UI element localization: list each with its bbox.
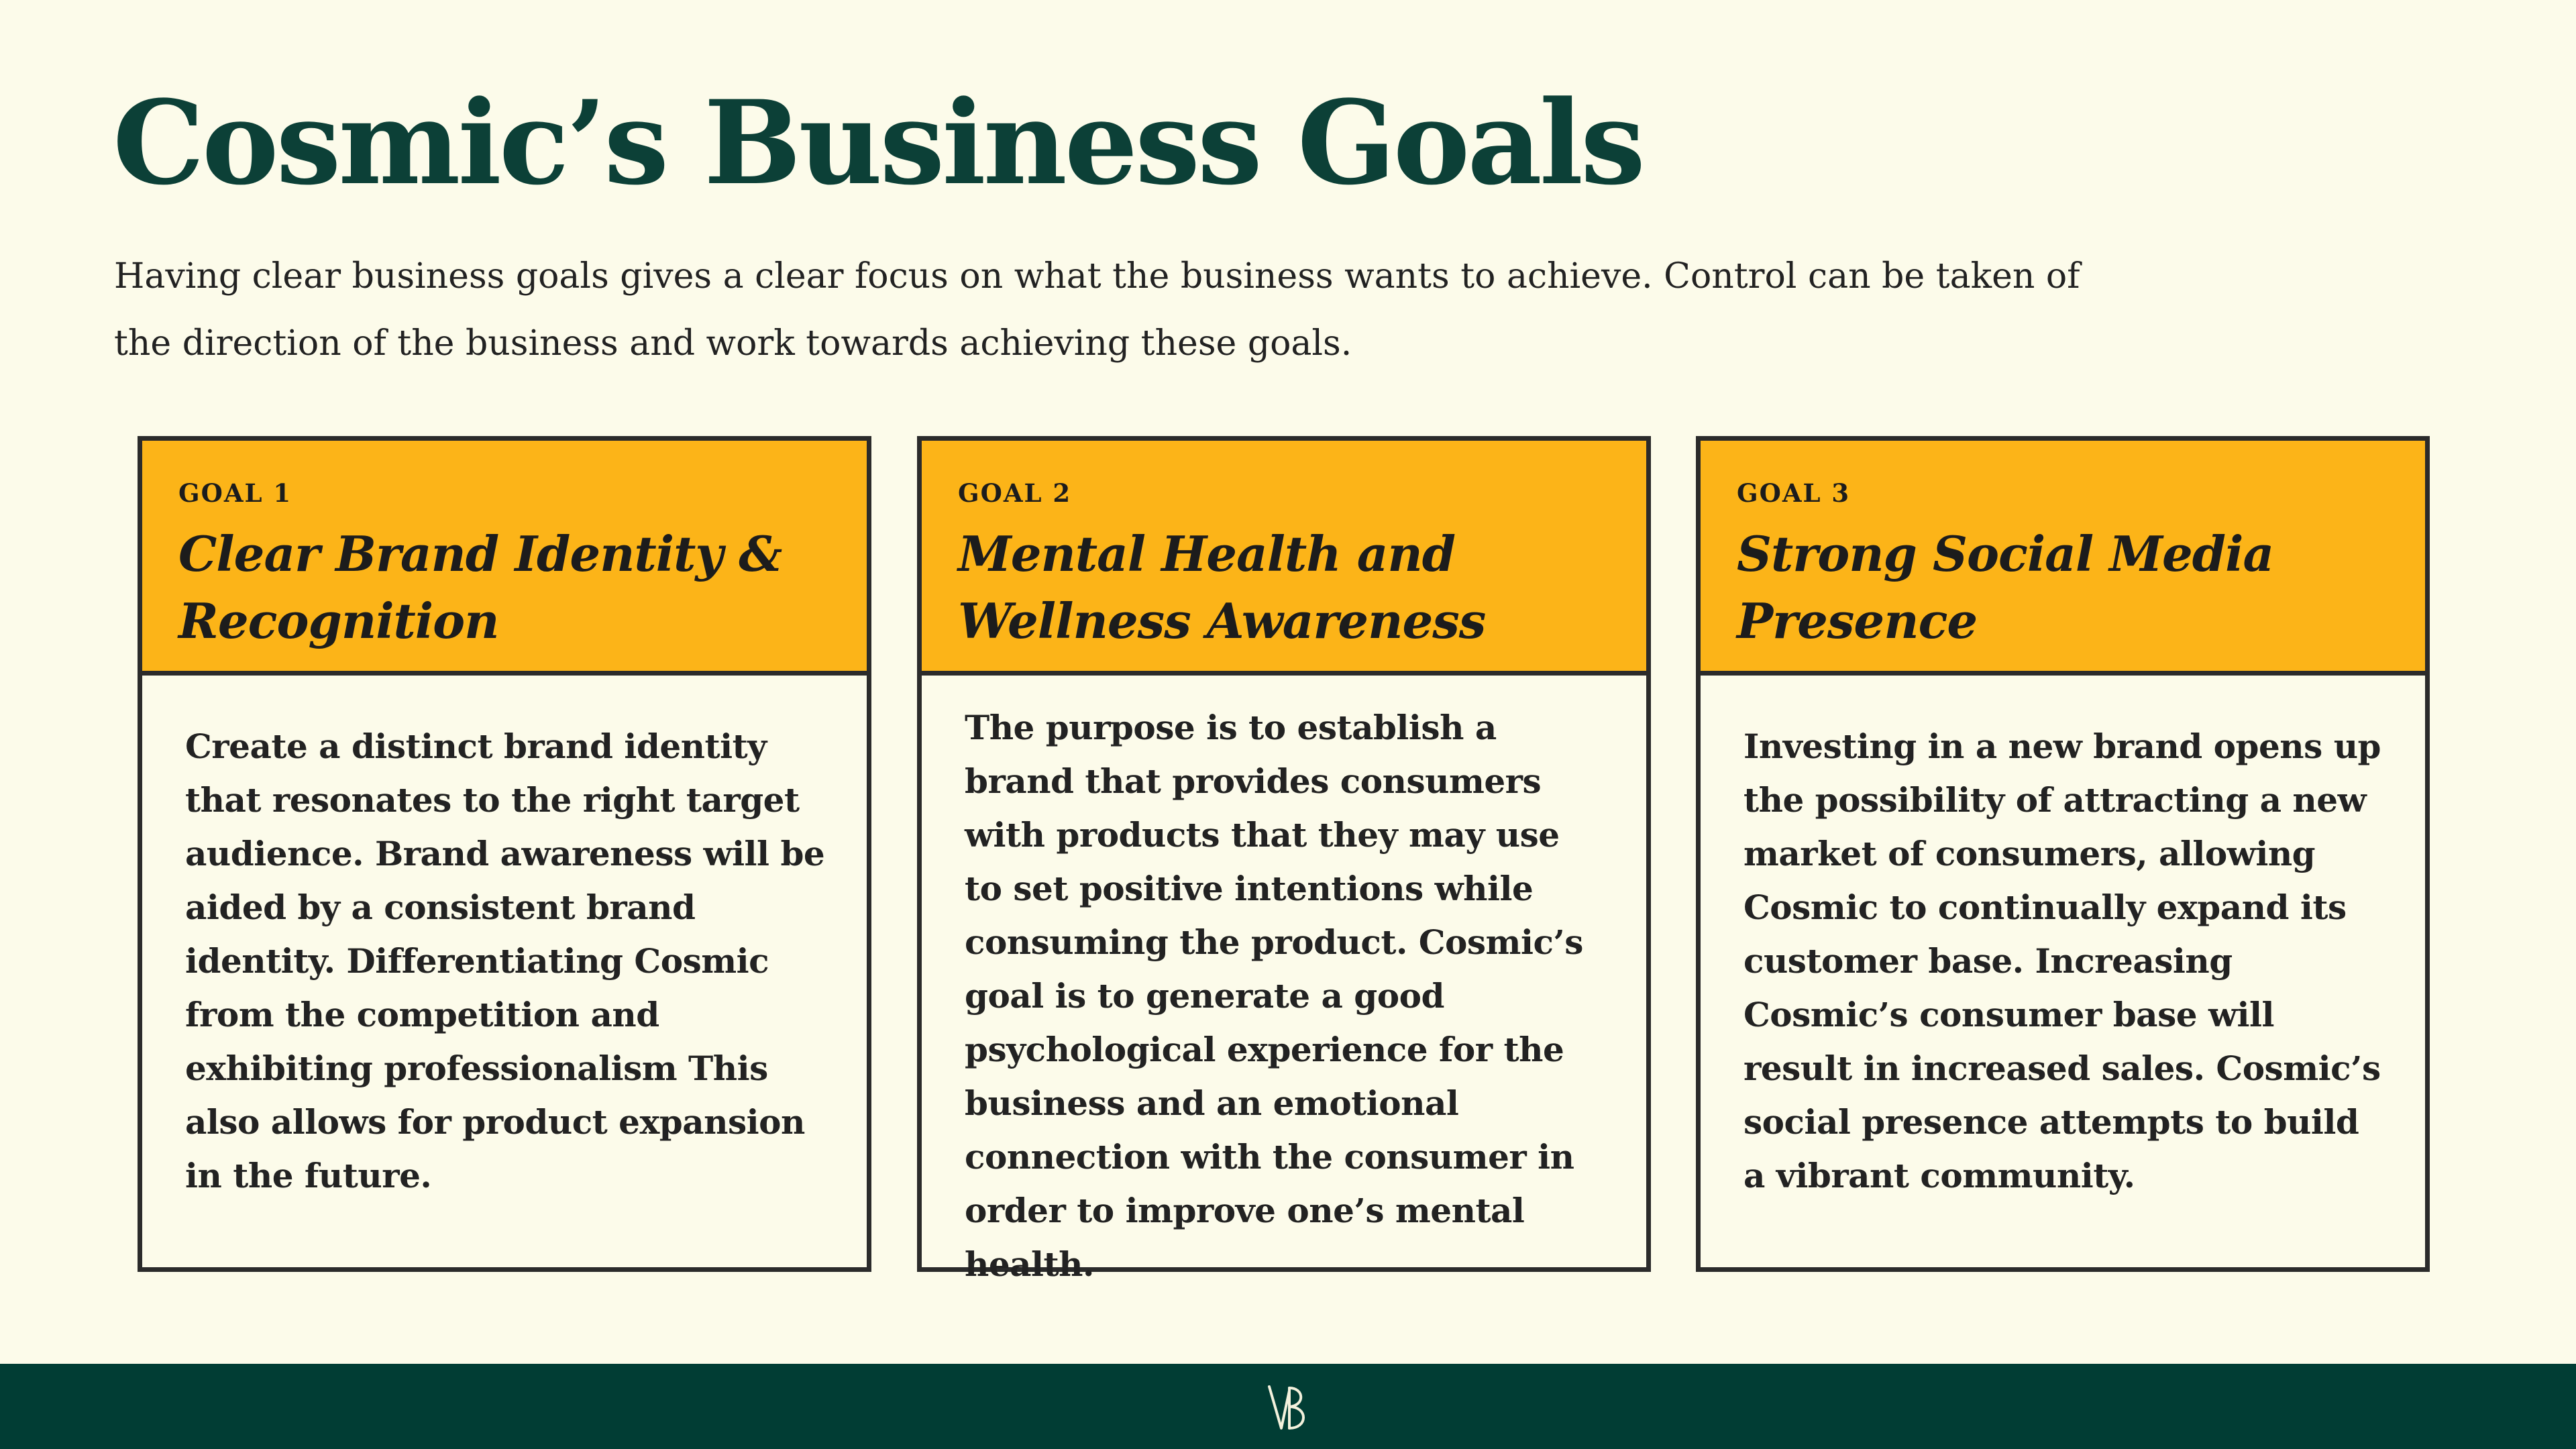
goal-card-header — [1701, 441, 2425, 676]
goal-description: Create a distinct brand identity that resonates to the right target audience. Brand awareness will be aided by a consistent brand identity. Differentiating Cosmic from the competition and exhibiting professionalism This also allows for product expansion in the future. — [185, 727, 825, 1195]
goal-title: Mental Health and Wellness Awareness — [958, 525, 1486, 649]
goal-description: Investing in a new brand opens up the possibility of attracting a new market of consumers, allowing Cosmic to continually expand its customer base. Increasing Cosmic’s consumer base will result in increased sales. Cosmic’s social presence attempts to build a vibrant community. — [1743, 727, 2381, 1195]
intro-paragraph: Having clear business goals gives a clear focus on what the business wants to achieve. Control can be taken of the direction of the business and work towards achieving these goals. — [114, 256, 2080, 364]
goal-card-1 — [138, 436, 871, 1272]
goal-description: The purpose is to establish a brand that provides consumers with products that they may use to set positive intentions while consuming the product. Cosmic’s goal is to generate a good psychological experience for the business and an emotional connection with the consumer in order to improve one’s mental health. — [965, 708, 1583, 1284]
vb-monogram-logo-icon — [1263, 1381, 1313, 1432]
goal-label: GOAL 3 — [1737, 478, 1851, 508]
goal-title: Clear Brand Identity & Recognition — [178, 525, 782, 649]
goal-card-header — [142, 441, 867, 676]
page-title: Cosmic’s Business Goals — [113, 74, 1643, 211]
goal-title: Strong Social Media Presence — [1737, 525, 2274, 649]
goal-card-3 — [1696, 436, 2430, 1272]
goal-card-2 — [917, 436, 1651, 1284]
goal-label: GOAL 1 — [178, 478, 292, 508]
goal-label: GOAL 2 — [958, 478, 1072, 508]
footer-bar — [0, 1364, 2576, 1449]
goal-card-header — [922, 441, 1646, 676]
